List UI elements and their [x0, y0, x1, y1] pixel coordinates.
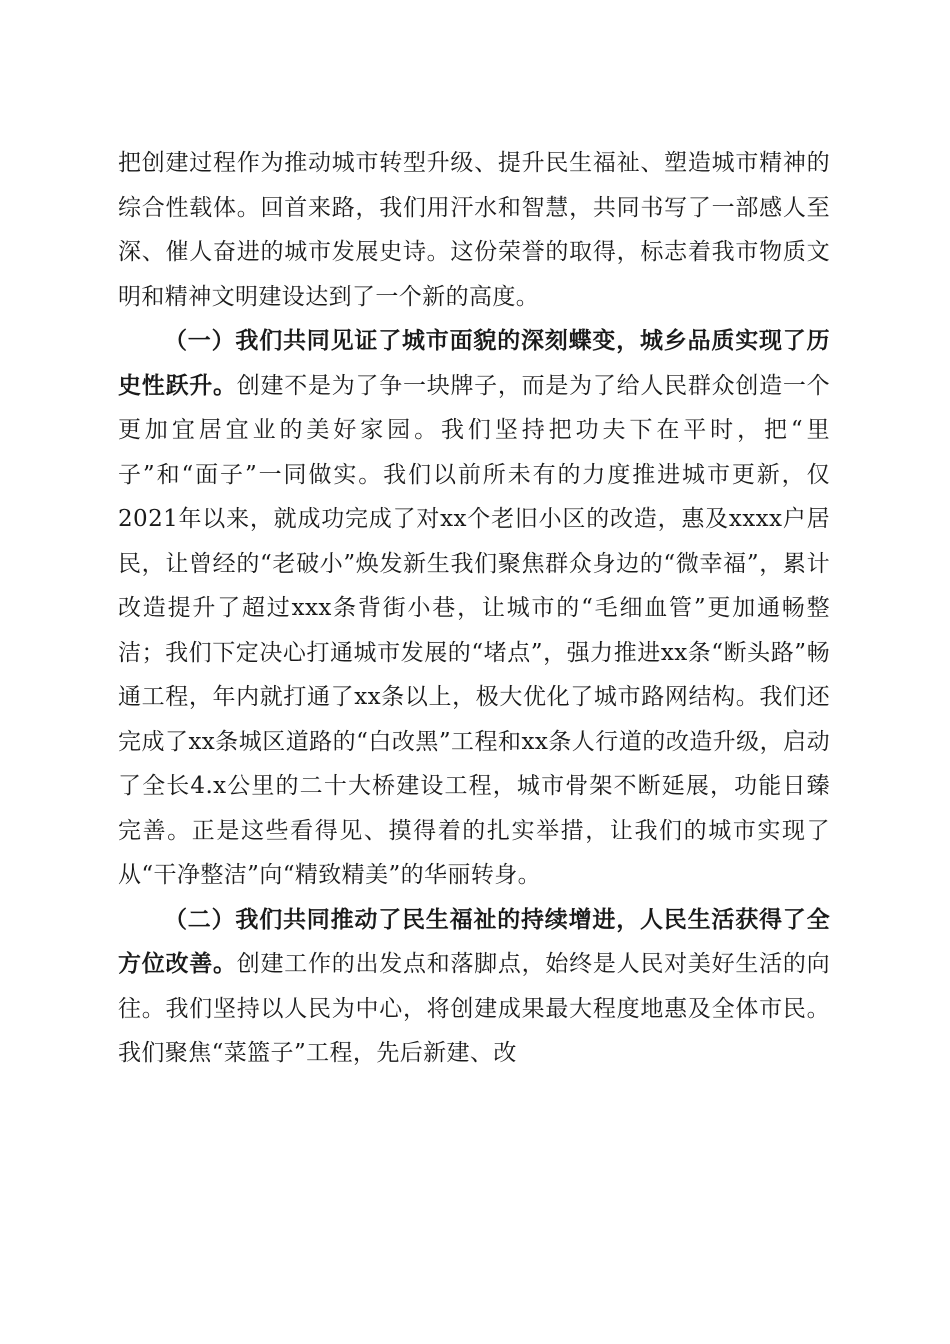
section-heading: （二）我们共同推动了民生福祉的持续增进，人民生活获得了全方位改善。 — [118, 905, 830, 977]
paragraph-text: 创建不是为了争一块牌子，而是为了给人民群众创造一个更加宜居宜业的美好家园。我们坚持把功夫下在平时，把“里子”和“面子”一同做实。我们以前所未有的力度推进城市更新，仅2021年以来，就成功完成了对xx个老旧小区的改造，惠及xxxx户居民，让曾经的“老破小”焕发新生我们聚焦群众身边的“微幸福”，累计改造提升了超过xxx条背街小巷，让城市的“毛细血管”更加通畅整洁；我们下定决心打通城市发展的“堵点”，强力推进xx条“断头路”畅通工程，年内就打通了xx条以上，极大优化了城市路网结构。我们还完成了xx条城区道路的“白改黑”工程和xx条人行道的改造升级，启动了全长4.x公里的二十大桥建设工程，城市骨架不断延展，功能日臻完善。正是这些看得见、摸得着的扎实举措，让我们的城市实现了从“干净整洁”向“精致精美”的华丽转身。 — [118, 372, 831, 888]
paragraph-text: 把创建过程作为推动城市转型升级、提升民生福祉、塑造城市精神的综合性载体。回首来路，我们用汗水和智慧，共同书写了一部感人至深、催人奋进的城市发展史诗。这份荣誉的取得，标志着我市物质文明和精神文明建设达到了一个新的高度。 — [118, 150, 830, 310]
paragraph-text: 创建工作的出发点和落脚点，始终是人民对美好生活的向往。我们坚持以人民为中心，将创建成果最大程度地惠及全体市民。我们聚焦“菜篮子”工程，先后新建、改 — [118, 951, 831, 1066]
section-heading: （一）我们共同见证了城市面貌的深刻蝶变，城乡品质实现了历史性跃升。 — [118, 327, 830, 399]
paragraph-section-2 — [118, 898, 830, 1076]
paragraph-section-1 — [118, 319, 830, 898]
document-body — [118, 141, 830, 1076]
paragraph-intro — [118, 141, 830, 319]
